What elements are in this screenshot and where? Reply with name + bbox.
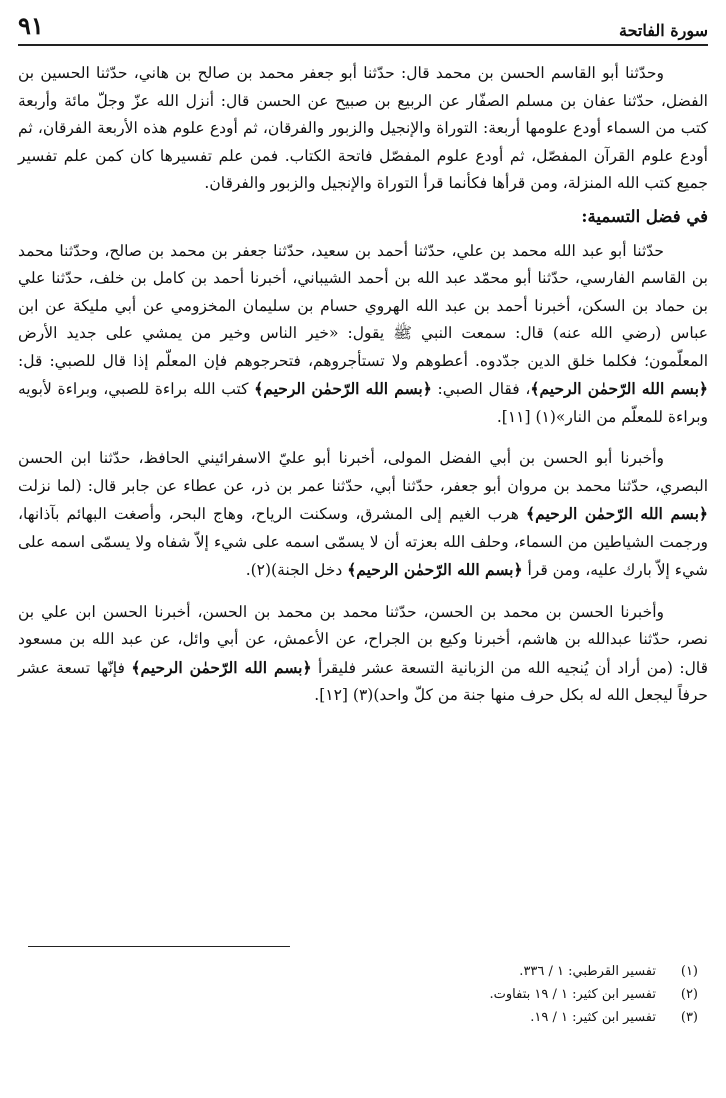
paragraph-2 (18, 238, 708, 432)
paragraph-4-text-c: فإنّها تسعة عشر حرفاً ليجعل الله له بكل حرف منها جنة من كلّ واحد)(٣) [١٢]. (18, 658, 708, 704)
footnotes (28, 960, 698, 1029)
paragraph-gap (18, 585, 708, 599)
footnote-number: (٣) (680, 1010, 698, 1025)
paragraph-1: وحدّثنا أبو القاسم الحسن بن محمد قال: حدّثنا أبو جعفر محمد بن صالح بن هاني، حدّثنا الحسين بن الفضل، حدّثنا عفان بن مسلم الصفّار عن الربيع بن صبيح عن الحسن قال: أنزل الله عزّ وجلّ مائة وأربعة كتب من السماء أودع علومها أربعة: التوراة والإنجيل والزبور والفرقان، ثم أودع علوم هذه الأربعة الفرقان، ثم أودع علوم القرآن المفصّل، ثم أودع علوم المفصّل فاتحة الكتاب. فمن علم تفسيرها كان كمن علم تفسير جميع كتب الله المنزلة، ومن قرأها فكأنما قرأ التوراة والإنجيل والزبور والفرقان. (18, 64, 708, 192)
paragraph-gap (18, 431, 708, 445)
paragraph-3 (18, 445, 708, 585)
surah-title: سورة الفاتحة (619, 21, 708, 40)
footnote-number: (١) (680, 964, 698, 979)
footnote (28, 1006, 698, 1029)
paragraph-3-text-e: دخل الجنة)(٢). (245, 561, 348, 579)
page-header (18, 10, 708, 40)
footnote-number: (٢) (680, 987, 698, 1002)
footnote-text: تفسير ابن كثير: ١ / ١٩ بتفاوت. (489, 987, 656, 1002)
paragraph-4-text-a: وأخبرنا الحسن بن محمد بن الحسن، حدّثنا محمد بن محمد بن الحسن، أخبرنا الحسن ابن علي بن نصر، حدّثنا عبدالله بن هاشم، أخبرنا وكيع بن الجراح، عن الأعمش، عن أبي وائل، عن عبد الله بن مسعود قال: (من أراد أن يُنجيه الله من الزبانية التسعة عشر فليقرأ (18, 602, 709, 677)
main-text (18, 60, 708, 710)
paragraph-4 (18, 599, 708, 710)
section-heading: في فضل التسمية: (581, 206, 708, 226)
footnote (28, 960, 698, 983)
paragraph-2-text-c: ، فقال الصبي: (431, 380, 531, 398)
basmala-quote: ﴿بسم الله الرّحمٰن الرحيم﴾ (530, 379, 708, 398)
paragraph-3-text-a: وأخبرنا أبو الحسن بن أبي الفضل المولى، أخبرنا أبو عليّ الاسفرائيني الحافظ، حدّثنا ابن الحسن البصري، حدّثنا محمد بن مروان أبو جعفر، حدّثنا أبي، حدّثنا عمر بن ذر، عن عطاء عن جابر قال: (لما نزلت (18, 449, 708, 495)
basmala-quote: ﴿بسم الله الرّحمٰن الرحيم﴾ (131, 657, 312, 677)
header-divider (18, 44, 708, 46)
paragraph-3-text-c: هرب الغيم إلى المشرق، وسكنت الرياح، وهاج البحر، وأصغت البهائم بآذانها، ورجمت الشياطين من السماء، وحلف الله بعزته أن لا يسمّى اسمه على شيء إلاّ شفاه ولا يسمّى اسمه على شيء إلاّ بارك عليه، ومن قرأ (18, 505, 708, 579)
footnote-text: تفسير ابن كثير: ١ / ١٩. (530, 1010, 656, 1025)
footnote (28, 983, 698, 1006)
basmala-quote: ﴿بسم الله الرّحمٰن الرحيم﴾ (254, 379, 432, 398)
page-number: ٩١ (18, 11, 44, 40)
footnote-text: تفسير القرطبي: ١ / ٣٣٦. (519, 964, 656, 979)
footnote-divider (28, 946, 290, 947)
basmala-quote: ﴿بسم الله الرّحمٰن الرحيم﴾ (526, 504, 709, 523)
basmala-quote: ﴿بسم الله الرّحمٰن الرحيم﴾ (347, 560, 523, 579)
paragraph-2-text-a: حدّثنا أبو عبد الله محمد بن علي، حدّثنا أحمد بن سعيد، حدّثنا جعفر بن محمد بن صالح، وحدّثنا محمد بن القاسم الفارسي، حدّثنا أبو محمّد عبد الله بن أحمد الشيباني، أخبرنا أحمد بن كامل بن خلف، حدّثنا علي بن حماد بن السكن، أخبرنا أحمد بن عبد الله الهروي حسام بن سليمان المخزومي عن أبي مليكة عن ابن عباس (رضي الله عنه) قال: سمعت النبي ﷺ يقول: «خير الناس وخير من يمشي على جديد الأرض المعلّمون؛ فكلما خلق الدين جدّدوه. أعطوهم ولا تستأجروهم، فتحرجوهم فإن المعلّم إذا قال للصبي: قل: (18, 241, 708, 370)
paragraph-2-text-e: كتب الله براءة للصبي، وبراءة لأبويه وبراءة للمعلّم من النار»(١) [١١]. (18, 380, 708, 426)
